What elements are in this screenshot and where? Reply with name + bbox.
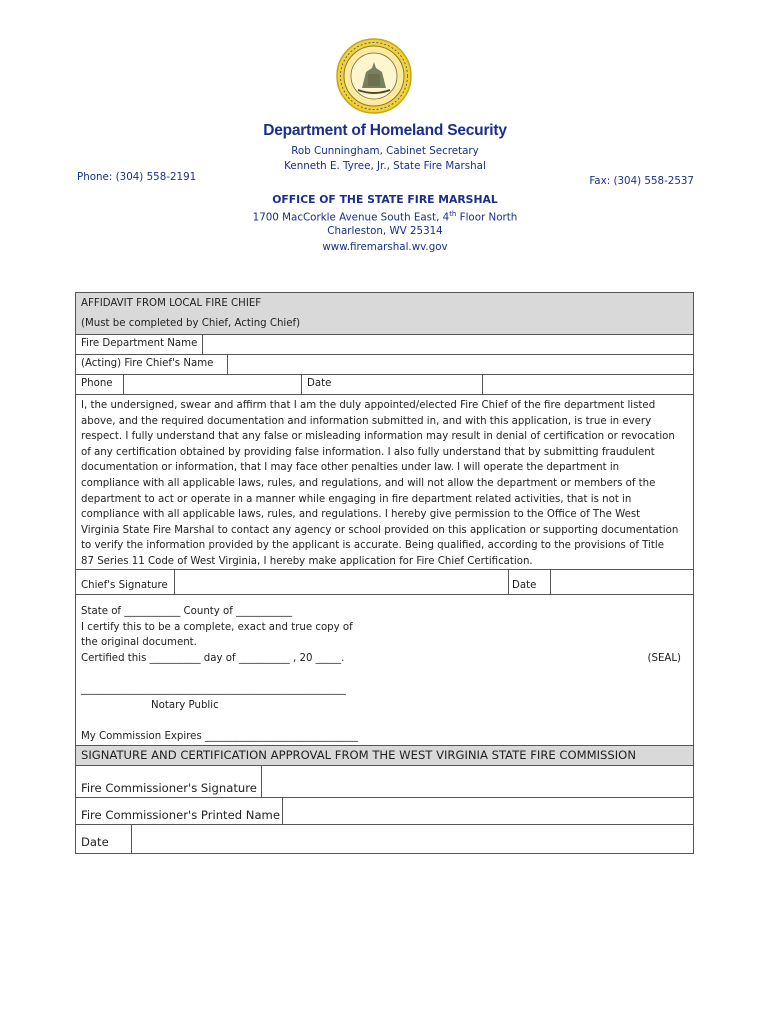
chief-name-field[interactable]	[228, 355, 693, 374]
notary-certify-line-2: the original document.	[81, 637, 197, 648]
affidavit-title: AFFIDAVIT FROM LOCAL FIRE CHIEF	[81, 298, 262, 309]
commissioner-signature-field[interactable]	[262, 766, 693, 797]
chief-signature-field[interactable]	[175, 570, 507, 594]
dept-name-label: Fire Department Name	[81, 338, 198, 349]
date-field[interactable]	[483, 375, 693, 394]
dept-name-row	[76, 335, 693, 355]
website: www.firemarshal.wv.gov	[322, 241, 448, 253]
commission-date-label: Date	[81, 835, 109, 849]
chief-name-label: (Acting) Fire Chief's Name	[81, 358, 214, 369]
commissioner-signature-label: Fire Commissioner's Signature	[81, 781, 257, 795]
cabinet-secretary: Rob Cunningham, Cabinet Secretary	[291, 145, 479, 157]
date-label: Date	[307, 378, 332, 389]
commissioner-name-label: Fire Commissioner's Printed Name	[81, 808, 280, 822]
commission-header-text: SIGNATURE AND CERTIFICATION APPROVAL FROM THE WEST VIRGINIA STATE FIRE COMMISSION	[81, 748, 636, 762]
commission-date-field[interactable]	[132, 825, 693, 853]
phone-field[interactable]	[124, 375, 300, 394]
notary-public-label: Notary Public	[151, 700, 219, 711]
commission-header	[76, 746, 693, 766]
chief-signature-row	[76, 570, 693, 595]
commissioner-name-row	[76, 798, 693, 825]
chief-signature-date-field[interactable]	[551, 570, 693, 594]
chief-name-row	[76, 355, 693, 375]
office-title: OFFICE OF THE STATE FIRE MARSHAL	[272, 193, 498, 206]
affidavit-statement-row	[76, 395, 693, 570]
notary-certify-line-1: I certify this to be a complete, exact and true copy of	[81, 622, 353, 633]
affidavit-form	[75, 292, 694, 854]
commission-date-row	[76, 825, 693, 853]
affidavit-subtitle: (Must be completed by Chief, Acting Chief)	[81, 318, 301, 329]
notary-commission-expires: My Commission Expires ______________________________	[81, 731, 358, 742]
notary-signature-line: ____________________________________________________	[81, 684, 346, 695]
affidavit-header	[76, 293, 693, 335]
notary-state-county: State of ___________ County of ___________	[81, 606, 293, 617]
notary-seal: (SEAL)	[647, 653, 681, 664]
affidavit-statement: I, the undersigned, swear and affirm that I am the duly appointed/elected Fire Chief of the fire department listed above, and the required documentation and information submitted in, and with this application, is true in every respect. I fully understand that any false or misleading information may result in denial of certification or revocation of any certification obtained by providing false information. I also fully understand that by submitting fraudulent documentation or information, that I may face other penalties under law. I will operate the department in compliance with all applicable laws, rules, and regulations, and will not allow the department or members of the department to act or operate in a manner while engaging in fire department related activities, that is not in compliance with all applicable laws, rules, and regulations. I hereby give permission to the Office of The West Virginia State Fire Marshal to contact any agency or school provided on this application or supporting documentation to verify the information provided by the applicant is accurate. Being qualified, according to the provisions of Title 87 Series 11 Code of West Virginia, I hereby make application for Fire Chief Certification.	[81, 400, 679, 567]
phone-label: Phone	[81, 378, 113, 389]
state-fire-marshal: Kenneth E. Tyree, Jr., State Fire Marshal	[284, 160, 486, 172]
commissioner-name-field[interactable]	[283, 798, 693, 824]
address-line-2: Charleston, WV 25314	[327, 225, 443, 237]
state-seal-icon	[336, 38, 412, 114]
phone-number: Phone: (304) 558-2191	[77, 171, 197, 183]
dept-name-field[interactable]	[203, 335, 693, 354]
phone-date-row	[76, 375, 693, 395]
commissioner-signature-row	[76, 766, 693, 798]
notary-block	[76, 595, 693, 746]
address-line-1: 1700 MacCorkle Avenue South East, 4th Floor North	[252, 210, 518, 224]
notary-certified-this: Certified this __________ day of __________ , 20 _____.	[81, 653, 345, 664]
chief-signature-label: Chief's Signature	[81, 580, 168, 591]
fax-number: Fax: (304) 558-2537	[589, 175, 694, 187]
department-title: Department of Homeland Security	[263, 122, 507, 139]
chief-signature-date-label: Date	[512, 580, 537, 591]
